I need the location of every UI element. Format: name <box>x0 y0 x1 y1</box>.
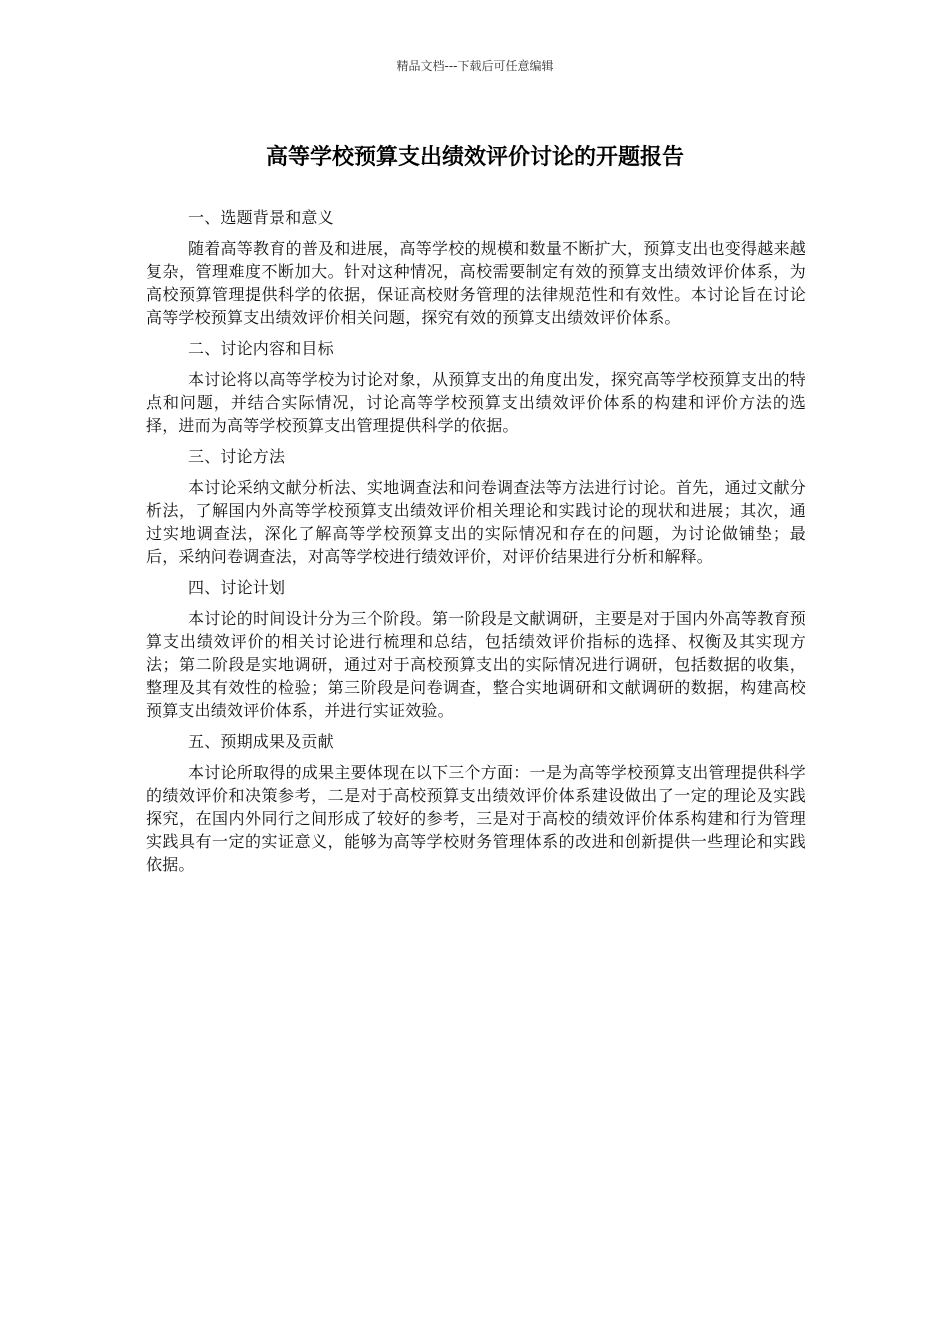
section-methods <box>146 445 806 568</box>
section-paragraph: 随着高等教育的普及和进展，高等学校的规模和数量不断扩大，预算支出也变得越来越复杂，管理难度不断加大。针对这种情况，高校需要制定有效的预算支出绩效评价体系，为高校预算管理提供科学的依据，保证高校财务管理的法律规范性和有效性。本讨论旨在讨论高等学校预算支出绩效评价相关问题，探究有效的预算支出绩效评价体系。 <box>146 239 806 327</box>
section-heading: 四、讨论计划 <box>188 578 286 597</box>
section-plan <box>146 576 806 722</box>
section-heading: 五、预期成果及贡献 <box>188 732 334 751</box>
section-heading: 二、讨论内容和目标 <box>188 339 334 358</box>
section-content-goals <box>146 337 806 437</box>
header-note: 精品文档---下载后可任意编辑 <box>396 59 554 73</box>
section-heading: 一、选题背景和意义 <box>188 208 334 227</box>
section-heading: 三、讨论方法 <box>188 447 286 466</box>
document-title: 高等学校预算支出绩效评价讨论的开题报告 <box>265 145 684 170</box>
section-outcomes <box>146 730 806 876</box>
section-paragraph: 本讨论所取得的成果主要体现在以下三个方面：一是为高等学校预算支出管理提供科学的绩效评价和决策参考，二是对于高校预算支出绩效评价体系建设做出了一定的理论及实践探究，在国内外同行之间形成了较好的参考，三是对于高校的绩效评价体系构建和行为管理实践具有一定的实证意义，能够为高等学校财务管理体系的改进和创新提供一些理论和实践依据。 <box>146 763 806 874</box>
section-paragraph: 本讨论采纳文献分析法、实地调查法和问卷调查法等方法进行讨论。首先，通过文献分析法，了解国内外高等学校预算支出绩效评价相关理论和实践讨论的现状和进展；其次，通过实地调查法，深化了解高等学校预算支出的实际情况和存在的问题，为讨论做铺垫；最后，采纳问卷调查法，对高等学校进行绩效评价，对评价结果进行分析和解释。 <box>146 478 806 566</box>
document-body <box>146 206 806 884</box>
section-background <box>146 206 806 329</box>
section-paragraph: 本讨论将以高等学校为讨论对象，从预算支出的角度出发，探究高等学校预算支出的特点和问题，并结合实际情况，讨论高等学校预算支出绩效评价体系的构建和评价方法的选择，进而为高等学校预算支出管理提供科学的依据。 <box>146 370 806 435</box>
section-paragraph: 本讨论的时间设计分为三个阶段。第一阶段是文献调研，主要是对于国内外高等教育预算支出绩效评价的相关讨论进行梳理和总结，包括绩效评价指标的选择、权衡及其实现方法；第二阶段是实地调研，通过对于高校预算支出的实际情况进行调研，包括数据的收集，整理及其有效性的检验；第三阶段是问卷调查，整合实地调研和文献调研的数据，构建高校预算支出绩效评价体系，并进行实证效验。 <box>146 609 806 720</box>
